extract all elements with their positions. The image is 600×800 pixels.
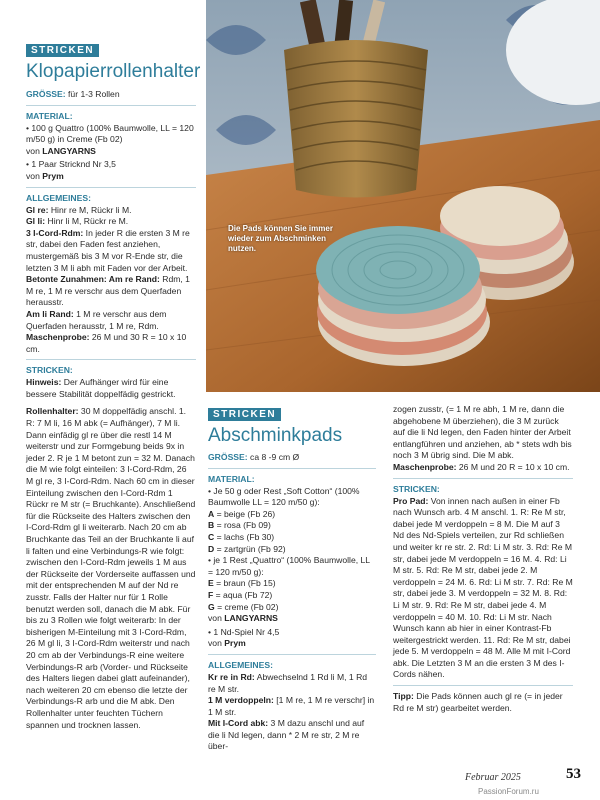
term: Betonte Zunahmen: Am re Rand: [26,274,160,285]
divider [26,187,196,188]
instruction-text: 30 M doppelfädig anschl. 1. R: 7 M li, 16 M abk (= Aufhänger), 7 M li. Dann einfädig gl re über die restl 14 M weiterstr und zur Formgebung beids 9x in jeder 2. R je 1 M betont zun = 32 M. Danach die M wie folgt einteilen: 3 I-Cord-Rdm, 26 M gl re, 3 I-Cord-Rdm. Nach 60 cm in dieser Einteilung zwischen den I-Cord-Rdm 1 Rückr re M str (= Bruchkante). Anschließend für die Rückseite des Halters zwischen den I-Cord-Rdm gl li weiterarb. Nach 20 cm ab Bruchkante das Teil an der Bruchkante li auf li falten und eine Verbindungs-R wie folgt: zwischen den I-Cord-Rdm jeweils 1 M aus der Rückseite der Vorderseite auffassen und mit der entsprechenden M auf der Nd re zusstr. Falls der Halter nur für 1 Rolle benutzt werden soll, danach die M abk. Für bis zu 3 Rollen wie folgt weiterarb: In der bisherigen M-Einteilung mit 3 I-Cord-Rdm, 26 M gl li, 3 I-Cord-Rdm weiterstr und nach 20 cm ab der Verbindungs-R eine weitere Verbindungs-R arb (Vorder- und Rückseite des Halters liegen dabei glatt aufeinander), nach weiteren 20 cm ebenso die letzte der Verbindungs-R arb und die M abk. Den Rollenhalter unter feuchten Tüchern spannen und trocknen lassen. [26,406,196,730]
term-text: In jeder R die ersten 3 M re str, dabei den Faden fest anziehen, mustergemäß bis 3 M vor R-Ende str, die letzten 3 M li abh mit Faden vor der Arbeit. [26,227,190,273]
gauge-text: 26 M und 20 R = 10 x 10 cm. [456,461,570,472]
color-value: = rosa (Fb 09) [214,520,271,531]
term: Mit I-Cord abk: [208,718,269,729]
photo-illustration [206,0,600,392]
watermark: PassionForum.ru [478,787,539,796]
hint-text: Der Aufhänger wird für eine bessere Stabilität doppelfädig gestrickt. [26,377,176,399]
material-item: • Je 50 g oder Rest „Soft Cotton“ (100% Baumwolle LL = 120 m/50 g): [208,485,360,508]
term-text: 3 M dazu anschl und auf die li Nd legen, dann * 2 M re str, 2 M re über- [208,718,365,752]
color-key: C [208,531,215,542]
section-tag: STRICKEN [208,408,281,421]
general-heading: ALLGEMEINES: [26,192,91,203]
color-value: = creme (Fb 02) [214,601,279,612]
divider [26,105,196,106]
von-text: von [208,638,222,649]
page-number: 53 [566,766,581,782]
divider [393,685,573,686]
section-tag: STRICKEN [26,44,99,57]
material-item: • 1 Paar Stricknd Nr 3,5 [26,159,116,170]
color-key: E [208,578,214,589]
brand-name: LANGYARNS [42,145,96,156]
term-text: Hinr li M, Rückr re M. [45,216,129,227]
material-item: • 1 Nd-Spiel Nr 4,5 [208,626,280,637]
material-item: • 100 g Quattro (100% Baumwolle, LL = 120 m/50 g) in Creme (Fb 02) [26,122,194,145]
term: Maschenprobe: [26,332,90,343]
left-column [26,40,201,731]
photo-caption: Die Pads können Sie immer wieder zum Abschminken nutzen. [228,224,333,253]
color-key: D [208,543,215,554]
term: Gl li: [26,216,46,227]
von-text: von [208,613,222,624]
size-value: für 1-3 Rollen [68,89,120,99]
size-label: GRÖSSE: [208,452,248,462]
article-title: Abschminkpads [208,425,343,446]
instruction-label: Pro Pad: [393,495,429,506]
term-text: 26 M und 30 R = 10 x 10 cm. [26,332,187,354]
issue-date: Februar 2025 [465,772,521,783]
color-key: B [208,520,215,531]
divider [208,468,376,469]
color-key: F [208,589,214,600]
color-value: = zartgrün (Fb 92) [214,543,286,554]
term: Gl re: [26,204,49,215]
brand-name: Prym [224,638,246,649]
continued-text: zogen zusstr, (= 1 M re abh, 1 M re, dann die abgehobene M überziehen), die 3 M zurück auf die li Nd legen, den Faden hinter der Arbeit entlangführen und anziehen, ab * stets wdh bis noch 3 M übrig sind. Die M abk. [393,404,572,461]
term-text: [1 M re, 1 M re verschr] in 1 M str. [208,695,375,717]
material-item: • je 1 Rest „Quattro“ (100% Baumwolle, LL = 120 m/50 g): [208,555,370,577]
tip-text: Die Pads können auch gl re (= in jeder Rd re M str) gearbeitet werden. [393,691,563,713]
color-key: G [208,601,215,612]
term: Kr re in Rd: [208,671,255,682]
term: 1 M verdoppeln: [208,695,274,706]
knitting-heading: STRICKEN: [26,365,73,376]
size-value: ca 8 -9 cm Ø [250,452,300,462]
size-label: GRÖSSE: [26,89,66,99]
term-text: Rdm, 1 M re, 1 M re verschr aus dem Querfaden herausstr. [26,274,190,308]
term: 3 I-Cord-Rdm: [26,227,84,238]
term-text: 1 M re verschr aus dem Querfaden herausstr, 1 M re, Rdm. [26,308,167,331]
divider [26,359,196,360]
product-photo [206,0,600,392]
knitting-heading: STRICKEN: [393,483,440,494]
instruction-text: Von innen nach außen in einer Fb nach Wunsch arb. 4 M anschl. 1. R: Re M str, dabei jede M verdoppeln = 8 M. Die M auf 3 Nd des Nd-Spiels verteilen, zur Rd schließen und weiter kr re str. 2. Rd: Li M str. 3. Rd: Re M str, dabei jede M verdoppeln = 16 M. 4. Rd: Li M str. 5. Rd: Re M str, dabei jede 2. M verdoppeln = 24 M. 6. Rd: Li M str. 7. Rd: Re M str, dabei jede 3. M verdoppeln = 32 M. 8. Rd: Li M str. 9. Rd: Re M str, dabei jede 4. M verdoppeln = 40 M. 10. Rd: Li M str. Nach Wunsch kann ab hier in einer Kontrast-Fb weitergestrickt werden. 11. Rd: Re M str, dabei jede 5. M verdoppeln = 48 M. Alle M mit I-Cord abk. Die Letzten 3 M an die ersten 3 M des I-Cords nähen. [393,495,573,680]
color-value: = braun (Fb 15) [213,578,276,589]
term: Am li Rand: [26,308,74,319]
color-key: A [208,508,215,519]
gauge-label: Maschenprobe: [393,461,457,472]
von-text: von [26,170,40,181]
divider [393,478,573,479]
right-column [393,404,573,714]
term-text: Hinr re M, Rückr li M. [48,204,132,215]
color-value: = beige (Fb 26) [214,508,276,519]
divider [208,654,376,655]
general-heading: ALLGEMEINES: [208,659,273,670]
color-value: = lachs (Fb 30) [214,531,275,542]
von-text: von [26,145,40,156]
hint-label: Hinweis: [26,377,62,388]
material-heading: MATERIAL: [26,110,73,121]
instruction-label: Rollenhalter: [26,406,79,417]
article-title: Klopapierrollenhalter [26,61,201,82]
color-value: = aqua (Fb 72) [213,589,273,600]
brand-name: LANGYARNS [224,613,278,624]
term-text: Abwechselnd 1 Rd li M, 1 Rd re M str. [208,671,368,694]
material-heading: MATERIAL: [208,473,255,484]
middle-column [208,404,376,753]
brand-name: Prym [42,170,64,181]
tip-label: Tipp: [393,691,414,702]
